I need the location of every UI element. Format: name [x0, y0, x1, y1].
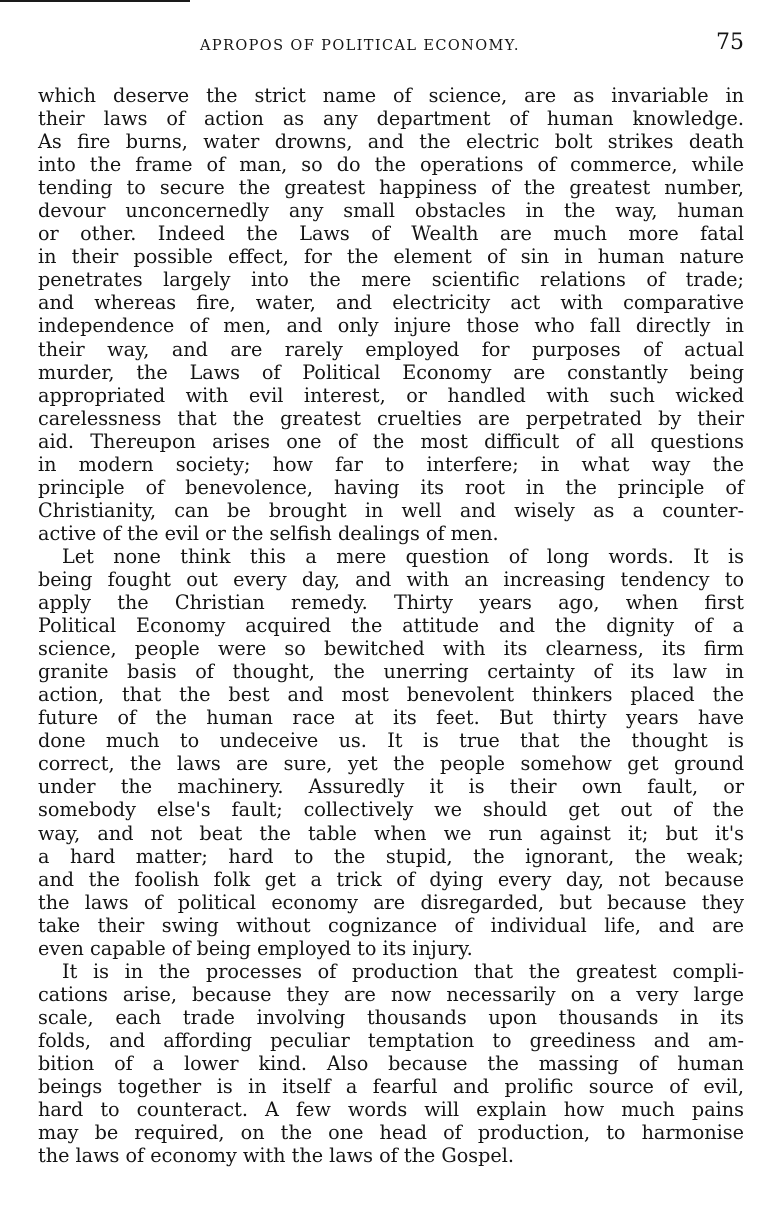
text-line: folds, and affording peculiar temptation to greediness and am-	[38, 1028, 744, 1052]
text-line: action, that the best and most benevolent thinkers placed the	[38, 683, 744, 707]
text-line: As fire burns, water drowns, and the electric bolt strikes death	[38, 130, 744, 154]
text-line: and the foolish folk get a trick of dying every day, not because	[38, 867, 744, 891]
page-header	[0, 30, 777, 64]
text-line: active of the evil or the selfish dealings of men.	[38, 521, 499, 545]
paragraph	[38, 84, 744, 545]
text-line: which deserve the strict name of science, are as invariable in	[38, 84, 744, 107]
text-line: independence of men, and only injure those who fall directly in	[38, 314, 744, 338]
text-line: and whereas fire, water, and electricity act with comparative	[38, 291, 744, 315]
text-line: Let none think this a mere question of long words. It is	[62, 544, 744, 568]
text-line: being fought out every day, and with an increasing tendency to	[38, 567, 744, 591]
text-line: carelessness that the greatest cruelties are perpetrated by their	[38, 406, 744, 430]
text-line: done much to undeceive us. It is true that the thought is	[38, 729, 744, 753]
text-line: into the frame of man, so do the operations of commerce, while	[38, 153, 744, 177]
text-line: somebody else's fault; collectively we should get out of the	[38, 798, 744, 822]
text-line: beings together is in itself a fearful and prolific source of evil,	[38, 1075, 744, 1099]
text-line: the laws of political economy are disregarded, but because they	[38, 890, 744, 914]
paragraph	[38, 960, 744, 1167]
text-line: or other. Indeed the Laws of Wealth are much more fatal	[38, 222, 744, 246]
text-line: under the machinery. Assuredly it is their own fault, or	[38, 775, 744, 799]
text-line: Christianity, can be brought in well and wisely as a counter-	[38, 498, 744, 522]
page-number: 75	[716, 30, 744, 55]
text-line: a hard matter; hard to the stupid, the ignorant, the weak;	[38, 844, 744, 868]
text-line: their laws of action as any department of human knowledge.	[38, 107, 744, 131]
text-line: may be required, on the one head of production, to harmonise	[38, 1121, 744, 1145]
paragraph	[38, 545, 744, 960]
text-line: even capable of being employed to its injury.	[38, 936, 473, 960]
text-line: science, people were so bewitched with its clearness, its firm	[38, 637, 744, 661]
text-line: correct, the laws are sure, yet the people somehow get ground	[38, 752, 744, 776]
text-line: apply the Christian remedy. Thirty years ago, when first	[38, 591, 744, 615]
text-line: Political Economy acquired the attitude and the dignity of a	[38, 614, 744, 638]
text-line: devour unconcernedly any small obstacles in the way, human	[38, 199, 744, 223]
text-line: way, and not beat the table when we run against it; but it's	[38, 821, 744, 845]
text-line: the laws of economy with the laws of the Gospel.	[38, 1144, 514, 1168]
text-line: granite basis of thought, the unerring certainty of its law in	[38, 660, 744, 684]
text-line: aid. Thereupon arises one of the most difficult of all questions	[38, 429, 744, 453]
text-line: bition of a lower kind. Also because the massing of human	[38, 1051, 744, 1075]
text-line: murder, the Laws of Political Economy are constantly being	[38, 360, 744, 384]
text-line: in modern society; how far to interfere; in what way the	[38, 452, 744, 476]
text-line: hard to counteract. A few words will explain how much pains	[38, 1098, 744, 1122]
running-head: APROPOS OF POLITICAL ECONOMY.	[200, 38, 520, 54]
text-line: It is in the processes of production that the greatest compli-	[62, 959, 744, 983]
text-line: future of the human race at its feet. But thirty years have	[38, 706, 744, 730]
text-line: scale, each trade involving thousands upon thousands in its	[38, 1005, 744, 1029]
text-line: appropriated with evil interest, or handled with such wicked	[38, 383, 744, 407]
top-edge-rule	[0, 0, 190, 2]
text-line: principle of benevolence, having its root in the principle of	[38, 475, 744, 499]
text-line: their way, and are rarely employed for purposes of actual	[38, 337, 744, 361]
text-line: tending to secure the greatest happiness of the greatest number,	[38, 176, 744, 200]
text-line: in their possible effect, for the element of sin in human nature	[38, 245, 744, 269]
body-text	[38, 84, 744, 1167]
text-line: take their swing without cognizance of individual life, and are	[38, 913, 744, 937]
text-line: cations arise, because they are now necessarily on a very large	[38, 982, 744, 1006]
text-line: penetrates largely into the mere scientific relations of trade;	[38, 268, 744, 292]
